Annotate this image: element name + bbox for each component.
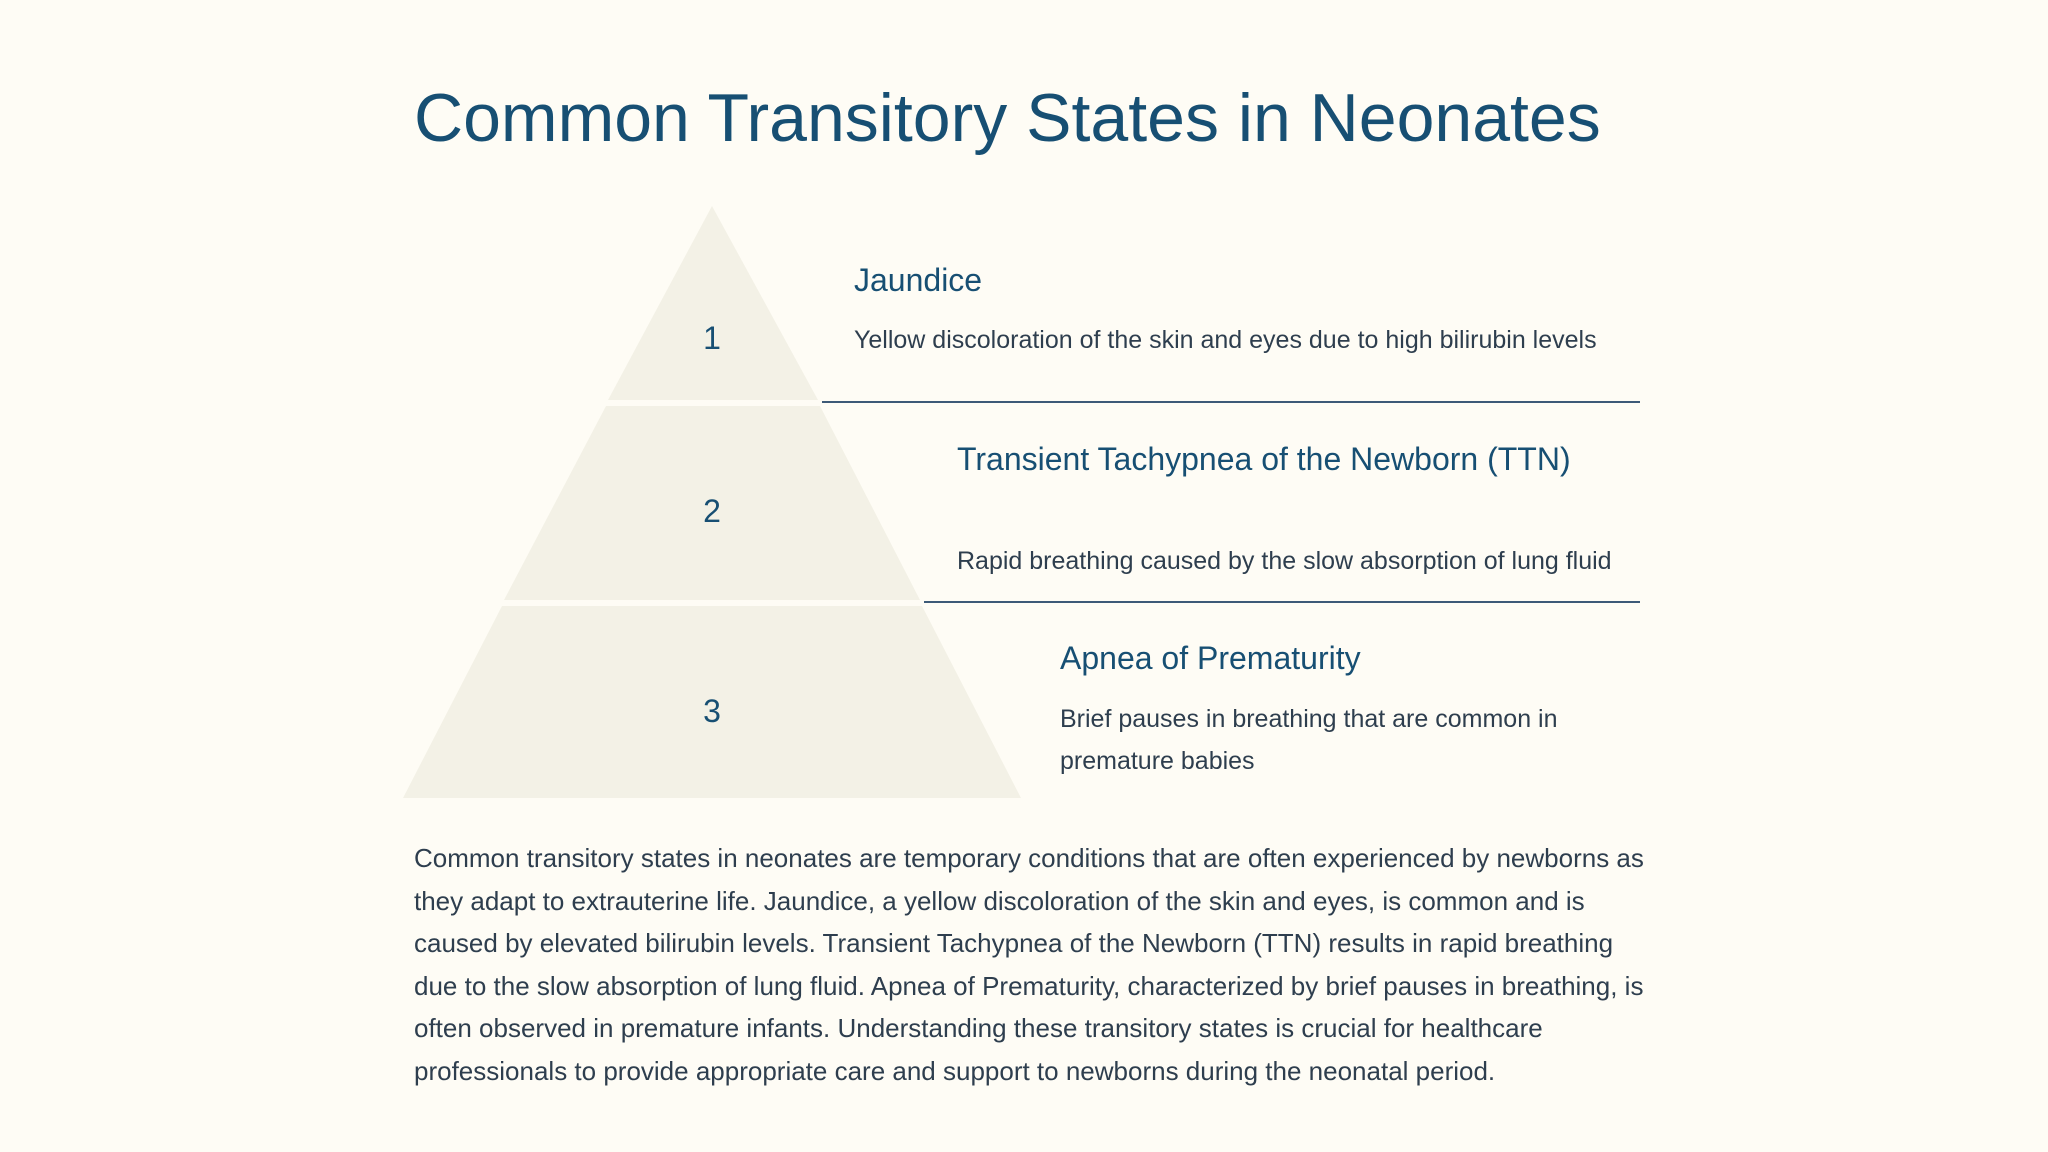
pyramid-level-2-number: 2: [703, 493, 721, 529]
level-3-description: Brief pauses in breathing that are common in premature babies: [1060, 705, 1558, 775]
pyramid-level-1-number: 1: [703, 320, 721, 356]
level-2-description: Rapid breathing caused by the slow absorption of lung fluid: [957, 547, 1612, 575]
page-title: Common Transitory States in Neonates: [414, 80, 1601, 156]
level-2-title: Transient Tachypnea of the Newborn (TTN): [957, 441, 1571, 477]
pyramid-level-3-number: 3: [703, 693, 721, 729]
summary-paragraph: Common transitory states in neonates are temporary conditions that are often experienced by newborns as they adapt to extrauterine life. Jaundice, a yellow discoloration of the skin and eyes, is common and is caused by elevated bilirubin levels. Transient Tachypnea of the Newborn (TTN) results in rapid breathing due to the slow absorption of lung fluid. Apnea of Prematurity, characterized by brief pauses in breathing, is often observed in premature infants. Understanding these transitory states is crucial for healthcare professionals to provide appropriate care and support to newborns during the neonatal period.: [414, 843, 1644, 1086]
level-1-divider: [822, 401, 1640, 403]
level-1-title: Jaundice: [854, 262, 983, 298]
level-2-divider: [924, 601, 1640, 603]
pyramid-level-1-shape: [608, 206, 818, 400]
level-1-description: Yellow discoloration of the skin and eyes due to high bilirubin levels: [854, 326, 1597, 354]
level-3-title: Apnea of Prematurity: [1060, 640, 1361, 676]
